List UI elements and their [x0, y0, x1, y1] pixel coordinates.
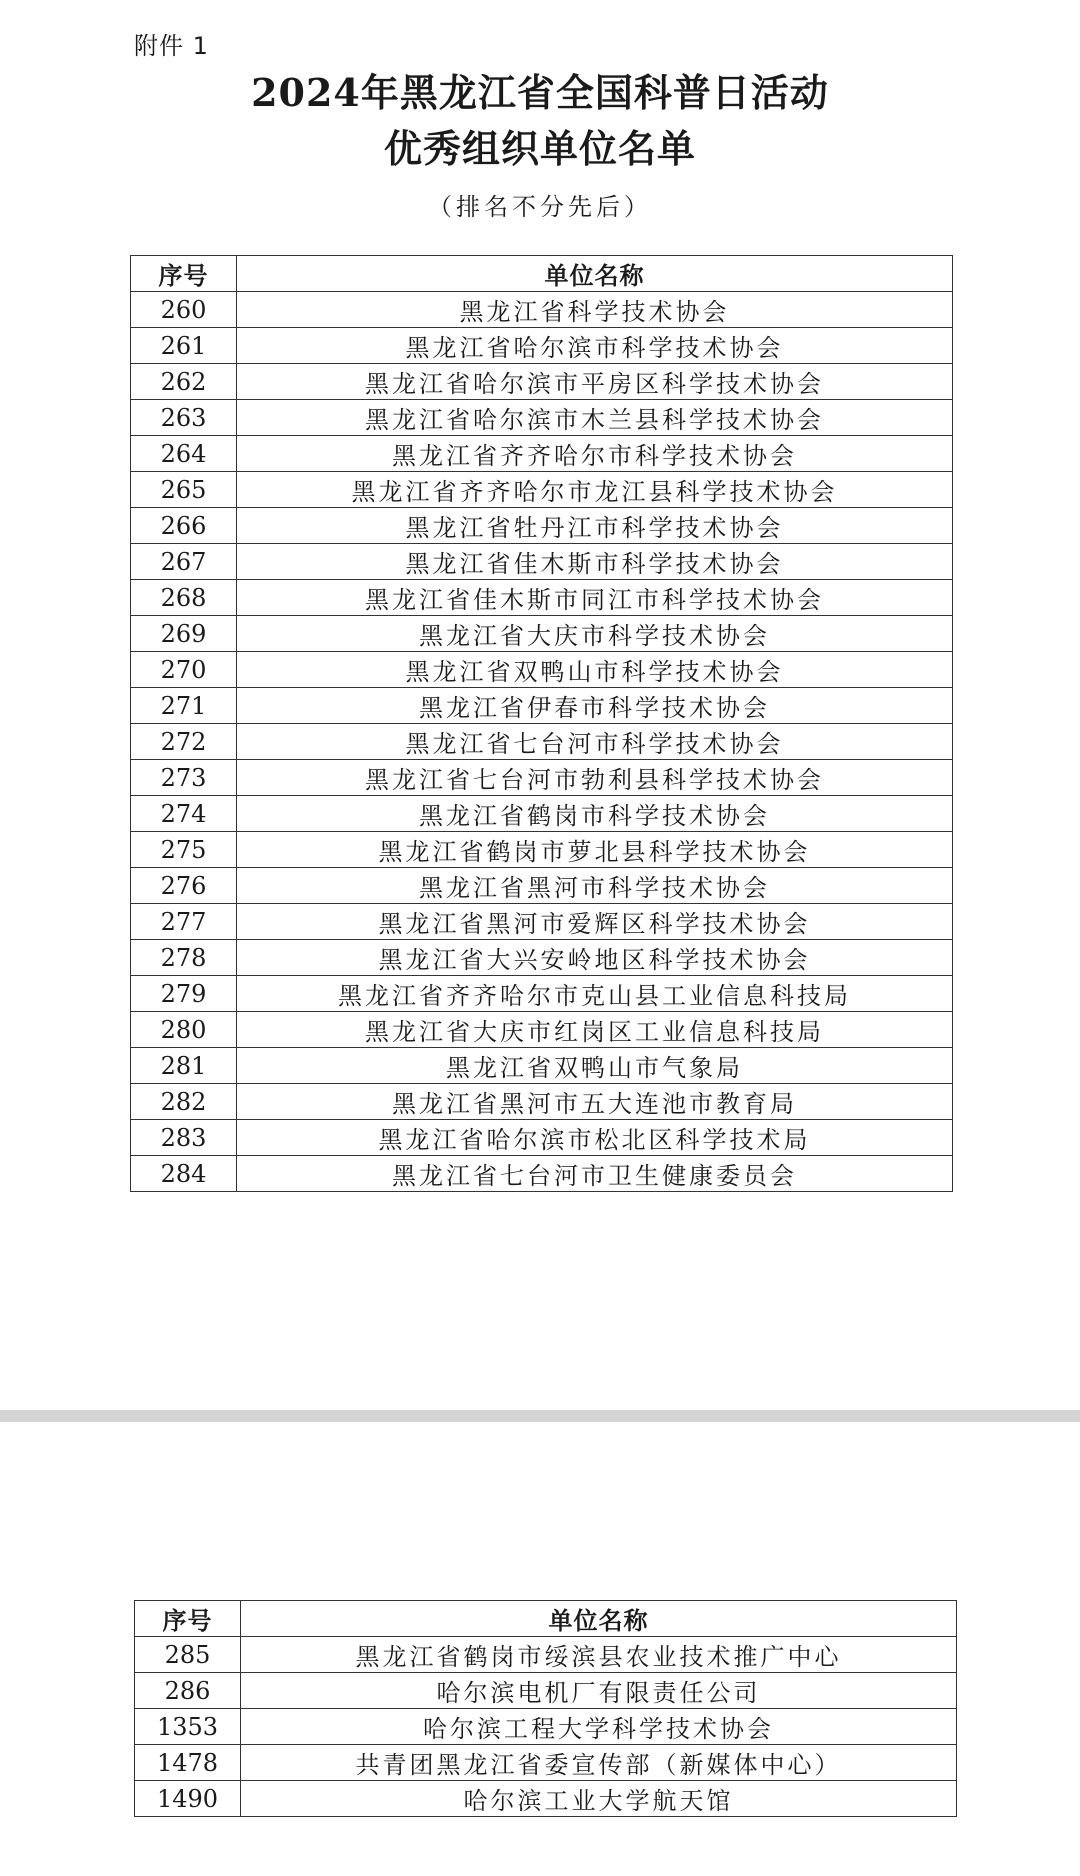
organization-name-cell: 黑龙江省七台河市勃利县科学技术协会	[237, 760, 953, 796]
table-row	[131, 940, 953, 976]
organization-name-cell: 黑龙江省黑河市五大连池市教育局	[237, 1084, 953, 1120]
table-row	[131, 1120, 953, 1156]
organization-name-cell: 共青团黑龙江省委宣传部（新媒体中心）	[241, 1745, 957, 1781]
serial-number-cell: 276	[131, 868, 237, 904]
serial-number-cell: 278	[131, 940, 237, 976]
serial-number-cell: 1353	[135, 1709, 241, 1745]
organization-name-cell: 黑龙江省佳木斯市科学技术协会	[237, 544, 953, 580]
table-row	[131, 688, 953, 724]
table-row	[131, 1156, 953, 1192]
organization-name-cell: 黑龙江省齐齐哈尔市科学技术协会	[237, 436, 953, 472]
header-organization-name: 单位名称	[237, 256, 953, 292]
serial-number-cell: 277	[131, 904, 237, 940]
organization-name-cell: 黑龙江省哈尔滨市木兰县科学技术协会	[237, 400, 953, 436]
serial-number-cell: 271	[131, 688, 237, 724]
serial-number-cell: 283	[131, 1120, 237, 1156]
serial-number-cell: 281	[131, 1048, 237, 1084]
organization-name-cell: 黑龙江省哈尔滨市松北区科学技术局	[237, 1120, 953, 1156]
document-title-line1: 2024年黑龙江省全国科普日活动	[251, 70, 829, 115]
serial-number-cell: 273	[131, 760, 237, 796]
header-serial-number: 序号	[135, 1601, 241, 1637]
serial-number-cell: 269	[131, 616, 237, 652]
organization-name-cell: 黑龙江省双鸭山市科学技术协会	[237, 652, 953, 688]
table-header-row	[135, 1601, 957, 1637]
organization-name-cell: 黑龙江省哈尔滨市平房区科学技术协会	[237, 364, 953, 400]
organization-name-cell: 黑龙江省牡丹江市科学技术协会	[237, 508, 953, 544]
header-serial-number: 序号	[131, 256, 237, 292]
organization-name-cell: 黑龙江省黑河市科学技术协会	[237, 868, 953, 904]
serial-number-cell: 286	[135, 1673, 241, 1709]
serial-number-cell: 1490	[135, 1781, 241, 1817]
serial-number-cell: 275	[131, 832, 237, 868]
table-row	[131, 1084, 953, 1120]
document-title-line2: 优秀组织单位名单	[383, 126, 696, 171]
organization-name-cell: 黑龙江省大庆市科学技术协会	[237, 616, 953, 652]
serial-number-cell: 268	[131, 580, 237, 616]
organization-name-cell: 黑龙江省鹤岗市绥滨县农业技术推广中心	[241, 1637, 957, 1673]
organization-name-cell: 哈尔滨工业大学航天馆	[241, 1781, 957, 1817]
serial-number-cell: 284	[131, 1156, 237, 1192]
serial-number-cell: 279	[131, 976, 237, 1012]
table-row	[135, 1745, 957, 1781]
table-row	[131, 436, 953, 472]
serial-number-cell: 262	[131, 364, 237, 400]
organization-name-cell: 哈尔滨工程大学科学技术协会	[241, 1709, 957, 1745]
organizations-table-2	[134, 1600, 957, 1817]
organization-name-cell: 黑龙江省伊春市科学技术协会	[237, 688, 953, 724]
table-row	[131, 868, 953, 904]
table-row	[131, 976, 953, 1012]
table-row	[131, 904, 953, 940]
table-row	[131, 400, 953, 436]
table-row	[131, 1012, 953, 1048]
table-row	[131, 328, 953, 364]
serial-number-cell: 264	[131, 436, 237, 472]
table-row	[135, 1637, 957, 1673]
organizations-table-1	[130, 255, 953, 1192]
table-row	[131, 472, 953, 508]
table-row	[131, 832, 953, 868]
serial-number-cell: 260	[131, 292, 237, 328]
organization-name-cell: 黑龙江省科学技术协会	[237, 292, 953, 328]
table-row	[131, 796, 953, 832]
serial-number-cell: 274	[131, 796, 237, 832]
serial-number-cell: 272	[131, 724, 237, 760]
organization-name-cell: 黑龙江省七台河市卫生健康委员会	[237, 1156, 953, 1192]
table-row	[131, 508, 953, 544]
organization-name-cell: 黑龙江省鹤岗市科学技术协会	[237, 796, 953, 832]
serial-number-cell: 267	[131, 544, 237, 580]
table-row	[131, 652, 953, 688]
table-row	[131, 292, 953, 328]
serial-number-cell: 265	[131, 472, 237, 508]
organization-name-cell: 黑龙江省七台河市科学技术协会	[237, 724, 953, 760]
serial-number-cell: 1478	[135, 1745, 241, 1781]
table-row	[135, 1673, 957, 1709]
table-row	[131, 544, 953, 580]
serial-number-cell: 282	[131, 1084, 237, 1120]
organization-name-cell: 黑龙江省佳木斯市同江市科学技术协会	[237, 580, 953, 616]
table-row	[135, 1709, 957, 1745]
table-row	[131, 580, 953, 616]
serial-number-cell: 266	[131, 508, 237, 544]
organization-name-cell: 黑龙江省齐齐哈尔市克山县工业信息科技局	[237, 976, 953, 1012]
organization-name-cell: 黑龙江省鹤岗市萝北县科学技术协会	[237, 832, 953, 868]
table-row	[135, 1781, 957, 1817]
serial-number-cell: 280	[131, 1012, 237, 1048]
page-separator	[0, 1410, 1080, 1422]
ranking-note: （排名不分先后）	[428, 193, 652, 221]
header-organization-name: 单位名称	[241, 1601, 957, 1637]
organization-name-cell: 黑龙江省双鸭山市气象局	[237, 1048, 953, 1084]
serial-number-cell: 270	[131, 652, 237, 688]
organization-name-cell: 黑龙江省大庆市红岗区工业信息科技局	[237, 1012, 953, 1048]
table-row	[131, 760, 953, 796]
organization-name-cell: 哈尔滨电机厂有限责任公司	[241, 1673, 957, 1709]
organization-name-cell: 黑龙江省哈尔滨市科学技术协会	[237, 328, 953, 364]
table-row	[131, 616, 953, 652]
table-header-row	[131, 256, 953, 292]
serial-number-cell: 261	[131, 328, 237, 364]
table-row	[131, 724, 953, 760]
organization-name-cell: 黑龙江省齐齐哈尔市龙江县科学技术协会	[237, 472, 953, 508]
table-row	[131, 1048, 953, 1084]
table-row	[131, 364, 953, 400]
serial-number-cell: 285	[135, 1637, 241, 1673]
attachment-label: 附件 1	[134, 32, 209, 60]
organization-name-cell: 黑龙江省大兴安岭地区科学技术协会	[237, 940, 953, 976]
organization-name-cell: 黑龙江省黑河市爱辉区科学技术协会	[237, 904, 953, 940]
serial-number-cell: 263	[131, 400, 237, 436]
